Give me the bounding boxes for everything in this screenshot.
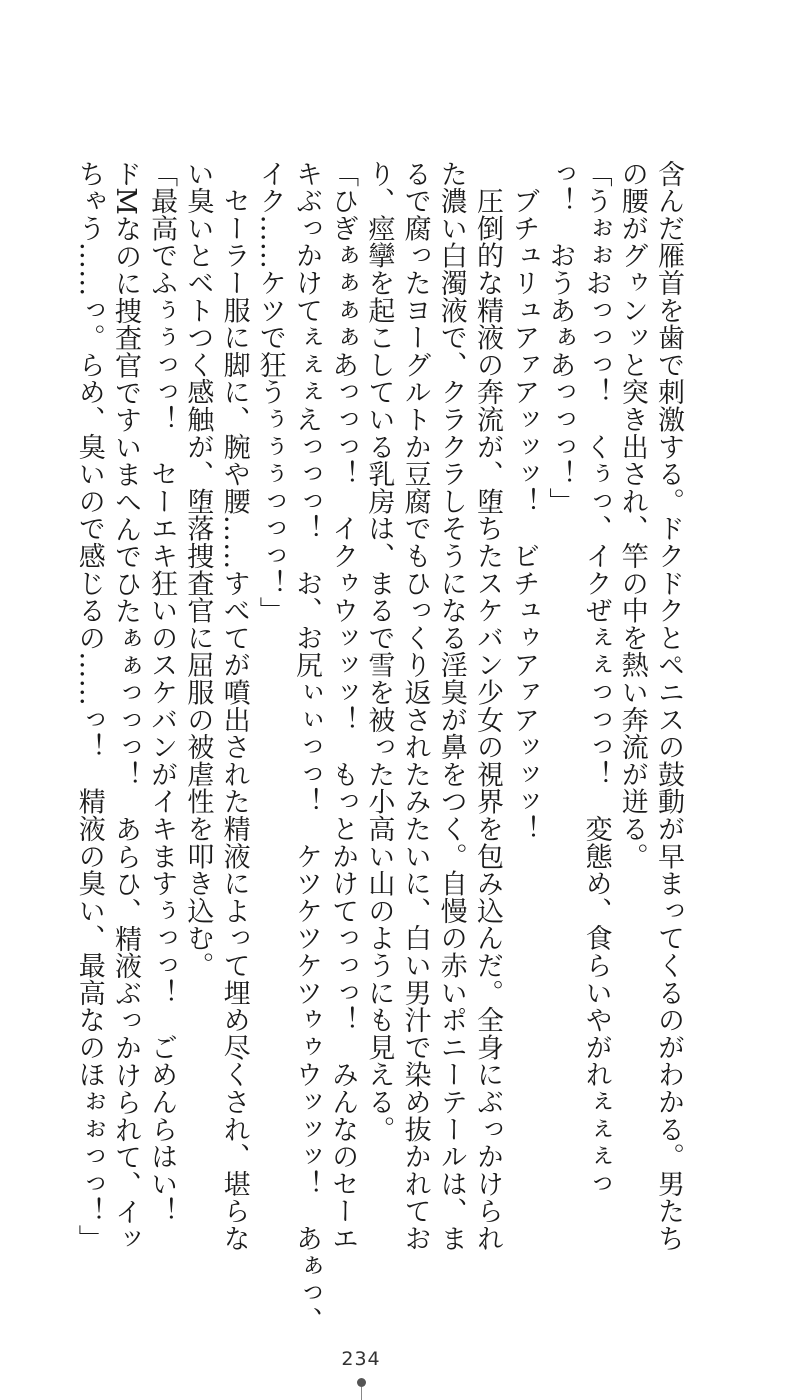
text-line: の腰がグゥンッと突き出され、竿の中を熱い奔流が迸る。 <box>616 160 648 870</box>
text-line: り、痙攣を起こしている乳房は、まるで雪を被った小高い山のようにも見える。 <box>363 160 395 1143</box>
text-line: キぶっかけてぇぇぇえっっっ！ お、お尻ぃぃっっ！ ケツケツケツゥゥウッッッ！ あぁっ、 <box>290 160 322 1334</box>
page-number: 234 <box>341 1348 381 1370</box>
text-line: セーラー服に脚に、腕や腰……すべてが噴出された精液によって埋め尽くされ、堪らな <box>218 160 250 1252</box>
body-text <box>71 160 686 1334</box>
text-line: 含んだ雁首を歯で刺激する。ドクドクとペニスの鼓動が早まってくるのがわかる。男たち <box>653 160 684 1252</box>
text-line: た濃い白濁液で、クラクラしそうになる淫臭が鼻をつく。自慢の赤いポニーテールは、ま <box>435 160 467 1252</box>
text-line: イク……ケツで狂うぅぅぅっっっ！」 <box>254 160 286 625</box>
text-line: っ！ おうあぁあっっっ！」 <box>544 160 576 515</box>
text-line: ドMなのに捜査官ですいまへんでひたぁぁっっっ！ あらひ、精液ぶっかけられて、イッ <box>109 160 141 1253</box>
text-line: 「最高でふぅぅっっ！ セーエキ狂いのスケバンがイキますぅっっ！ ごめんらはい！ <box>146 160 178 1225</box>
text-line: るで腐ったヨーグルトか豆腐でもひっくり返されたみたいに、白い男汁で染め抜かれてお <box>399 160 431 1252</box>
text-line: 「うぉぉおっっっ！ くぅっ、イクぜぇぇっっっ！ 変態め、食らいやがれぇぇぇっ <box>580 160 612 1198</box>
text-line: い臭いとベトつく感触が、堕落捜査官に屈服の被虐性を叩き込む。 <box>182 160 214 979</box>
page-marker-dot <box>357 1378 366 1387</box>
text-line: ブチュリュアァアッッッ！ ビチュゥアァアッッッ！ <box>508 160 540 843</box>
text-line: 圧倒的な精液の奔流が、堕ちたスケバン少女の視界を包み込んだ。全身にぶっかけられ <box>471 160 503 1252</box>
page-marker-line <box>361 1387 362 1400</box>
text-line: 「ひぎぁぁぁぁあっっっ！ イクゥウッッッ！ もっとかけてっっっ！ みんなのセーエ <box>327 160 359 1252</box>
text-line: ちゃう……っ。らめ、臭いので感じるの……っ！ 精液の臭い、最高なのほぉぉっっ！」 <box>73 160 105 1252</box>
